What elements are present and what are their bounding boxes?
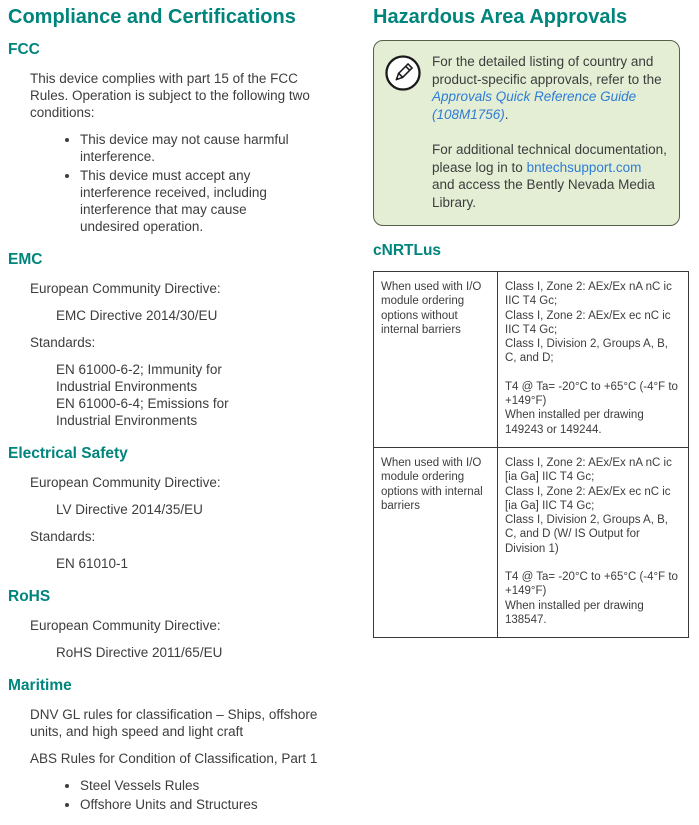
- electrical-safety-heading: Electrical Safety: [8, 445, 128, 462]
- note-text-run: For the detailed listing of country and product-specific approvals, refer to the: [432, 54, 662, 87]
- compliance-column: [8, 5, 352, 825]
- temperature-rating: T4 @ Ta= -20°C to +65°C (-4°F to +149°F): [505, 380, 678, 408]
- note-text-run: For additional technical documentation, please log in to: [432, 142, 667, 175]
- cnrtlus-heading: cNRTLus: [373, 242, 442, 259]
- section-maritime: [8, 676, 352, 813]
- approvals-column: [373, 5, 692, 825]
- standard-item: EN 61010-1: [56, 556, 129, 571]
- rohs-directive-value: RoHS Directive 2011/65/EU: [56, 645, 223, 660]
- condition-cell: When used with I/O module ordering options without internal barriers: [374, 272, 498, 448]
- list-item: • Steel Vessels Rules: [80, 777, 302, 794]
- note-text: [432, 53, 667, 211]
- fcc-intro: This device complies with part 15 of the FCC Rules. Operation is subject to the following two conditions:: [30, 71, 310, 120]
- install-note: When installed per drawing 149243 or 149244.: [505, 409, 644, 436]
- list-item: • This device must accept any interference received, including interference that may cause undesired operation.: [80, 167, 302, 235]
- section-fcc: [8, 40, 352, 235]
- approval-line: Class I, Division 2, Groups A, B, C, and D;: [505, 338, 668, 365]
- pencil-icon: [384, 53, 422, 211]
- note-text-run: .: [504, 106, 509, 122]
- list-item: • This device may not cause harmful interference.: [80, 131, 302, 165]
- section-electrical-safety: [8, 444, 352, 572]
- install-note: When installed per drawing 138547.: [505, 599, 644, 626]
- fcc-bullet-list: [8, 131, 352, 235]
- maritime-dnv-paragraph: DNV GL rules for classification – Ships, offshore units, and high speed and light craft: [30, 707, 318, 739]
- bntechsupport-link[interactable]: bntechsupport.com: [526, 159, 642, 175]
- note-paragraph-2: [432, 141, 667, 211]
- approval-line: Class I, Zone 2: AEx/Ex nA nC ic [ia Ga] IIC T4 Gc;: [505, 456, 672, 484]
- cnrtlus-table: [373, 271, 689, 638]
- approval-line: Class I, Zone 2: AEx/Ex nA nC ic IIC T4 Gc;: [505, 281, 672, 308]
- compliance-title: Compliance and Certifications: [8, 6, 296, 28]
- emc-directive-value: EMC Directive 2014/30/EU: [56, 308, 218, 323]
- note-paragraph-1: [432, 53, 667, 123]
- list-item: • Offshore Units and Structures: [80, 796, 302, 813]
- electrical-directive-label: European Community Directive:: [30, 475, 221, 490]
- fcc-heading: FCC: [8, 41, 40, 58]
- approvals-cell: [498, 272, 689, 448]
- approvals-guide-link[interactable]: Approvals Quick Reference Guide (108M1756): [432, 89, 637, 122]
- emc-standards-label: Standards:: [30, 335, 96, 350]
- table-row: [374, 447, 689, 637]
- maritime-abs-paragraph: ABS Rules for Condition of Classification, Part 1: [30, 751, 318, 766]
- approval-line: Class I, Zone 2: AEx/Ex ec nC ic [ia Ga] IIC T4 Gc;: [505, 485, 671, 512]
- standard-item: EN 61000-6-2; Immunity for Industrial Environments: [56, 362, 222, 394]
- note-text-run: and access the Bently Nevada Media Library.: [432, 177, 655, 210]
- section-rohs: [8, 587, 352, 661]
- emc-heading: EMC: [8, 251, 43, 268]
- temperature-rating: T4 @ Ta= -20°C to +65°C (-4°F to +149°F): [505, 571, 678, 598]
- approvals-title: Hazardous Area Approvals: [373, 6, 628, 28]
- maritime-heading: Maritime: [8, 677, 72, 694]
- section-emc: [8, 250, 352, 429]
- electrical-directive-value: LV Directive 2014/35/EU: [56, 502, 203, 517]
- emc-directive-label: European Community Directive:: [30, 281, 221, 296]
- approvals-cell: [498, 447, 689, 637]
- approval-line: Class I, Zone 2: AEx/Ex ec nC ic IIC T4 Gc;: [505, 309, 671, 336]
- condition-cell: When used with I/O module ordering options with internal barriers: [374, 447, 498, 637]
- table-row: [374, 272, 689, 448]
- standard-item: EN 61000-6-4; Emissions for Industrial Environments: [56, 396, 229, 428]
- emc-standards-list: [56, 361, 316, 429]
- rohs-directive-label: European Community Directive:: [30, 618, 221, 633]
- approval-line: Class I, Division 2, Groups A, B, C, and D (W/ IS Output for Division 1): [505, 514, 668, 555]
- note-callout: [373, 40, 680, 226]
- rohs-heading: RoHS: [8, 588, 51, 605]
- electrical-standards-label: Standards:: [30, 529, 96, 544]
